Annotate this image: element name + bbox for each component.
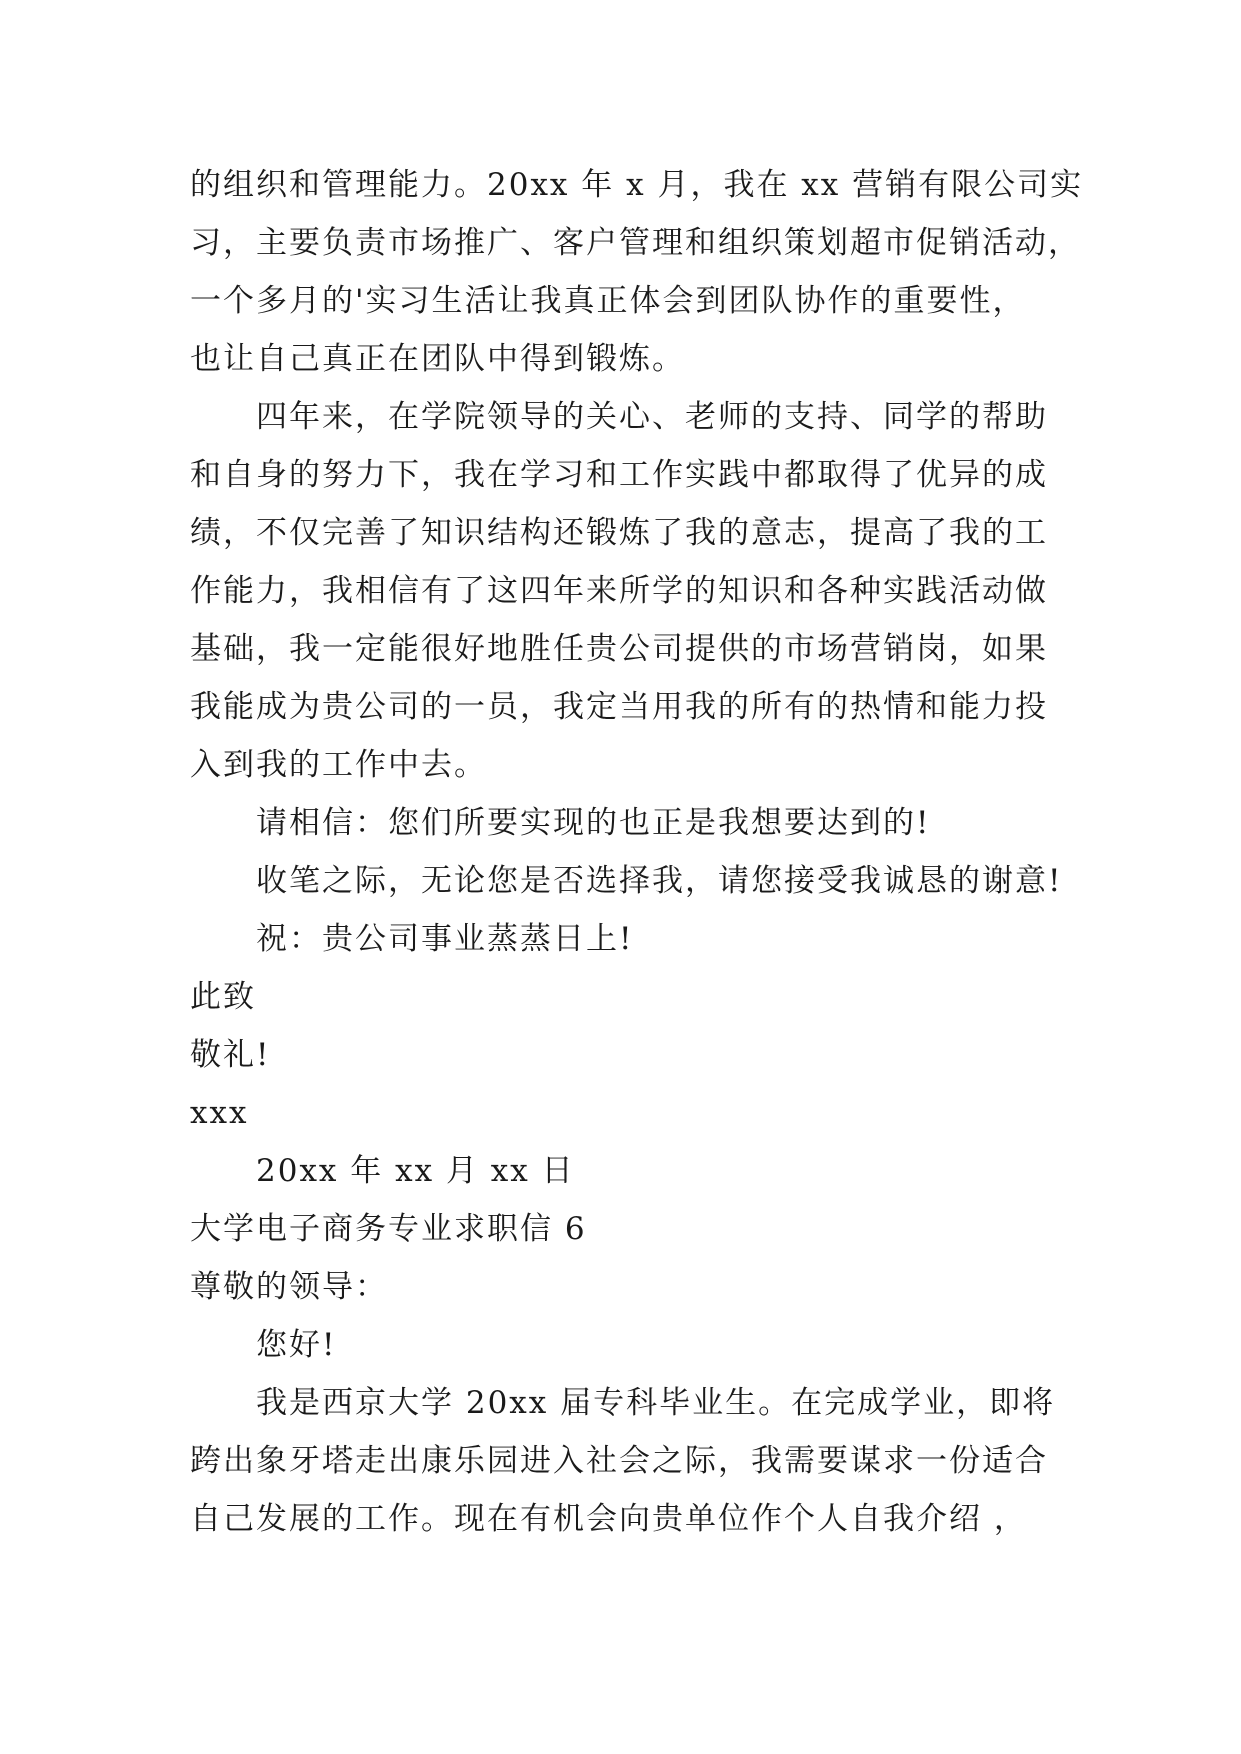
text-line: 一个多月的'实习生活让我真正体会到团队协作的重要性， (190, 283, 1026, 319)
text-line: 和自身的努力下，我在学习和工作实践中都取得了优异的成 (190, 457, 1048, 493)
letter-greeting: 尊敬的领导： (190, 1269, 388, 1305)
paragraph-first-line: 请相信：您们所要实现的也正是我想要达到的! (256, 805, 931, 841)
text-line: 绩，不仅完善了知识结构还锻炼了我的意志，提高了我的工 (190, 515, 1048, 551)
paragraph-first-line: 四年来，在学院领导的关心、老师的支持、同学的帮助 (256, 399, 1048, 435)
closing-regards: 敬礼! (190, 1037, 271, 1073)
paragraph-first-line: 我是西京大学 20xx 届专科毕业生。在完成学业，即将 (256, 1385, 1056, 1421)
text-line: 我能成为贵公司的一员，我定当用我的所有的热情和能力投 (190, 689, 1048, 725)
text-line: 作能力，我相信有了这四年来所学的知识和各种实践活动做 (190, 573, 1048, 609)
signature-name: xxx (190, 1095, 249, 1131)
text-line: 习，主要负责市场推广、客户管理和组织策划超市促销活动， (190, 225, 1081, 261)
text-line: 自己发展的工作。现在有机会向贵单位作个人自我介绍 ， (190, 1501, 1027, 1537)
section-title: 大学电子商务专业求职信 6 (190, 1211, 587, 1247)
text-line: 基础，我一定能很好地胜任贵公司提供的市场营销岗，如果 (190, 631, 1048, 667)
text-line: 的组织和管理能力。20xx 年 x 月，我在 xx 营销有限公司实 (190, 167, 1084, 203)
letter-hello: 您好! (256, 1327, 337, 1363)
text-line: 入到我的工作中去。 (190, 747, 487, 783)
text-line: 跨出象牙塔走出康乐园进入社会之际，我需要谋求一份适合 (190, 1443, 1048, 1479)
paragraph-first-line: 收笔之际，无论您是否选择我，请您接受我诚恳的谢意! (256, 863, 1063, 899)
signature-date: 20xx 年 xx 月 xx 日 (256, 1153, 575, 1189)
closing-wish: 祝：贵公司事业蒸蒸日上! (256, 921, 634, 957)
closing-salutation: 此致 (190, 979, 256, 1015)
text-line: 也让自己真正在团队中得到锻炼。 (190, 341, 685, 377)
